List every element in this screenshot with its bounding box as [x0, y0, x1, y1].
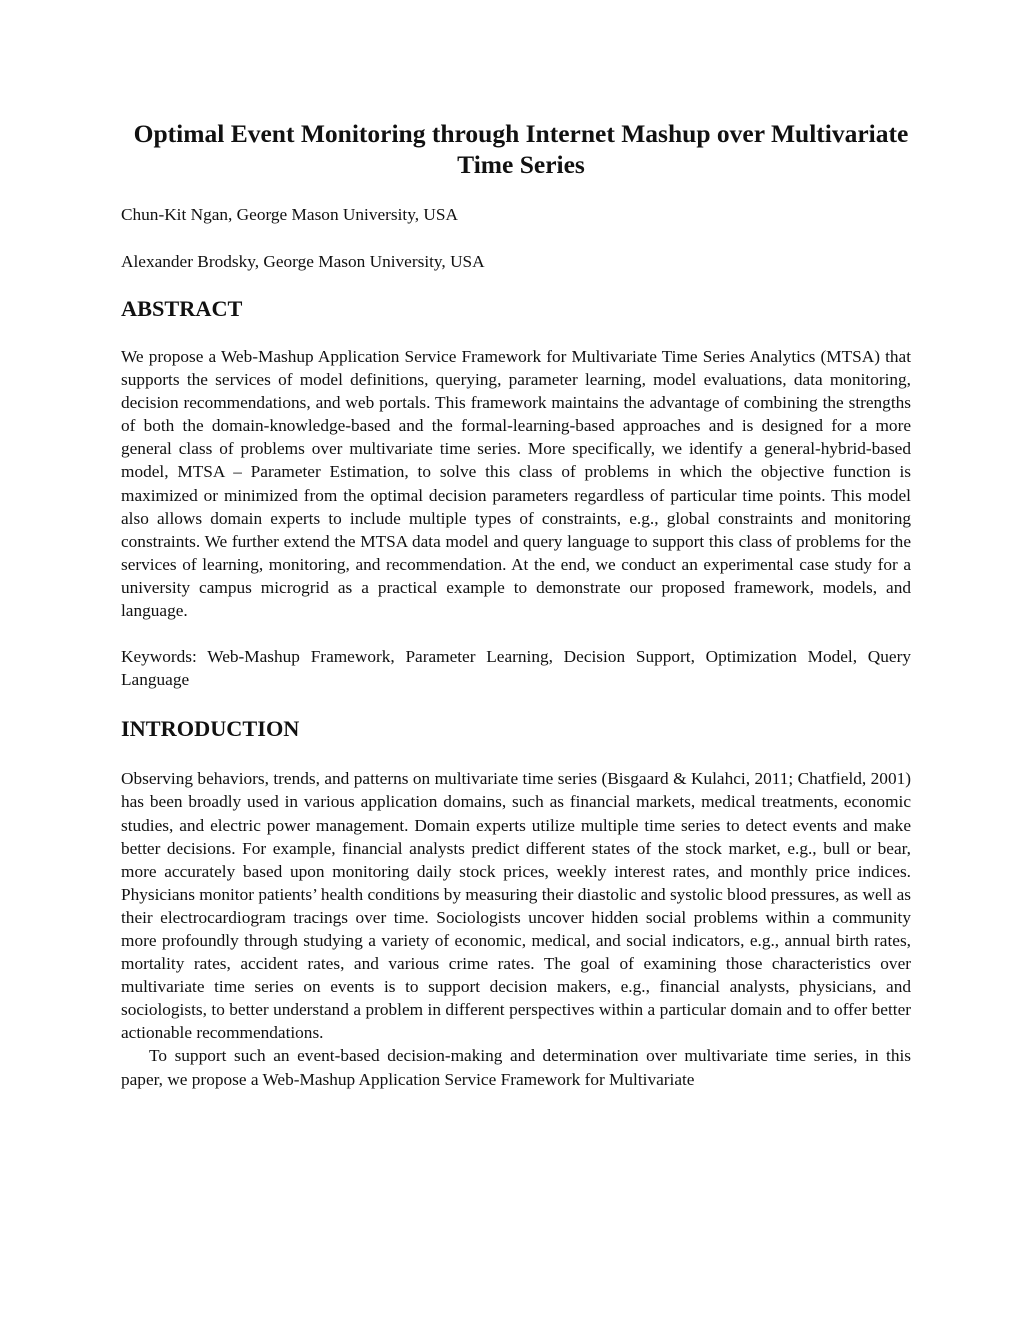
keywords-line: Keywords: Web-Mashup Framework, Parameter Learning, Decision Support, Optimization Model, Query Language	[121, 647, 911, 690]
author-line-1: Chun-Kit Ngan, George Mason University, USA	[121, 205, 458, 224]
author-line-2: Alexander Brodsky, George Mason University, USA	[121, 252, 485, 271]
introduction-paragraph-1: Observing behaviors, trends, and patterns on multivariate time series (Bisgaard & Kulahci, 2011; Chatfield, 2001) has been broadly used in various application domains, such as financial markets, medical treatments, economic studies, and electric power management. Domain experts utilize multiple time series to detect events and make better decisions. For example, financial analysts predict different states of the stock market, e.g., bull or bear, more accurately based upon monitoring daily stock prices, weekly interest rates, and monthly price indices. Physicians monitor patients’ health conditions by measuring their diastolic and systolic blood pressures, as well as their electrocardiogram tracings over time. Sociologists uncover hidden social problems within a community more profoundly through studying a variety of economic, medical, and social indicators, e.g., annual birth rates, mortality rates, accident rates, and various crime rates. The goal of examining those characteristics over multivariate time series on events is to support decision makers, e.g., financial analysts, physicians, and sociologists, to better understand a problem in different perspectives within a particular domain and to offer better actionable recommendations.	[121, 769, 911, 1043]
abstract-heading: ABSTRACT	[121, 296, 243, 321]
paper-page	[121, 118, 911, 1091]
paper-title: Optimal Event Monitoring through Internet Mashup over Multivariate Time Series	[133, 119, 909, 179]
introduction-paragraph-2: To support such an event-based decision-making and determination over multivariate time series, in this paper, we propose a Web-Mashup Application Service Framework for Multivariate	[121, 1046, 911, 1089]
introduction-heading: INTRODUCTION	[121, 716, 300, 742]
abstract-text: We propose a Web-Mashup Application Service Framework for Multivariate Time Series Analytics (MTSA) that supports the services of model definitions, querying, parameter learning, model evaluations, data monitoring, decision recommendations, and web portals. This framework maintains the advantage of combining the strengths of both the domain-knowledge-based and the formal-learning-based approaches and is designed for a more general class of problems over multivariate time series. More specifically, we identify a general-hybrid-based model, MTSA – Parameter Estimation, to solve this class of problems in which the objective function is maximized or minimized from the optimal decision parameters regardless of particular time points. This model also allows domain experts to include multiple types of constraints, e.g., global constraints and monitoring constraints. We further extend the MTSA data model and query language to support this class of problems for the services of learning, monitoring, and recommendation. At the end, we conduct an experimental case study for a university campus microgrid as a practical example to demonstrate our proposed framework, models, and language.	[121, 347, 911, 621]
